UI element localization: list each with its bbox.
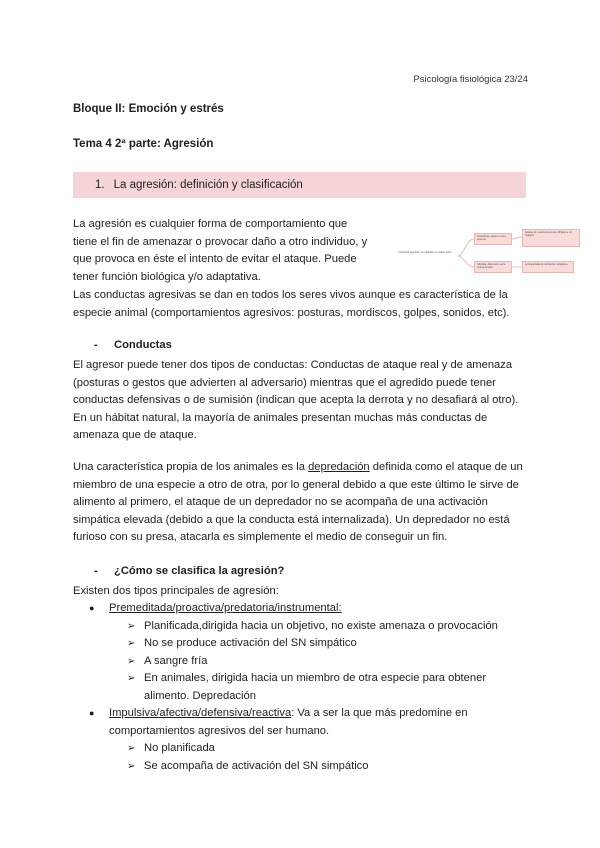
page-header: Psicología fisiológica 23/24: [413, 74, 528, 85]
depredacion-paragraph: [73, 459, 528, 547]
block-title: Bloque II: Emoción y estrés: [73, 103, 224, 115]
point-text: A sangre fría: [144, 654, 208, 667]
definition-paragraph: La agresión es cualquier forma de comportamiento que tiene el fin de amenazar o provocar daño a otro individuo, y que provoca en éste el intento de evitar el ataque. Puede tener función biológica y/o adaptativa.: [73, 218, 368, 283]
point-item: [89, 670, 529, 705]
arrow-icon: ➢: [127, 673, 136, 684]
arrow-icon: ➢: [127, 620, 136, 632]
point-item: [89, 758, 529, 776]
type-description: : Va a ser la que más predomine en comportamientos agresivos del ser humano.: [109, 707, 468, 737]
diagram-branch-affective: Afectiva: defensiva, ante una amenaza: [474, 261, 512, 273]
type-name: Premeditada/proactiva/predatoria/instrumental:: [109, 602, 342, 614]
arrow-icon: ➢: [127, 760, 136, 772]
point-text: Planificada,dirigida hacia un objetivo, no existe amenaza o provocación: [144, 619, 498, 632]
types-intro: Existen dos tipos principales de agresión:: [73, 585, 279, 597]
diagram-root-node: Conducta agresiva: se clasifica en varias tipos: [396, 250, 458, 262]
point-text: Se acompaña de activación del SN simpático: [144, 759, 369, 772]
bullet-dot: ●: [89, 603, 95, 613]
subheading-conductas: [94, 339, 172, 351]
diagram-leaf-affective: acompañada de activación simpática: [522, 261, 574, 273]
point-text: No se produce activación del SN simpático: [144, 637, 357, 649]
arrow-icon: ➢: [127, 655, 136, 667]
subheading-dash: -: [94, 339, 98, 351]
species-paragraph: Las conductas agresivas se dan en todos los seres vivos aunque es característica de la especie animal (comportamientos agresivos: posturas, mordiscos, golpes, sonidos, etc).: [73, 289, 510, 319]
section-heading: [73, 172, 526, 198]
topic-title: Tema 4 2ª parte: Agresión: [73, 138, 214, 150]
arrow-icon: ➢: [127, 743, 136, 754]
section-title: La agresión: definición y clasificación: [113, 179, 303, 191]
point-item: [89, 635, 529, 653]
diagram-branch-predatory: Predatoria: ataque a otra especie: [474, 233, 512, 245]
depredacion-text-after: definida como el ataque de un miembro de una especie a otro de otra, por lo general debido a que este último le sirve de alimento al primero, el ataque de un depredador no se acompaña de una activación simpática elevada (debido a que la conducta está internalizada). Un depredador no está furioso con su presa, atacarla es simplemente el medio de conseguir un fin.: [73, 461, 523, 544]
depredacion-term: depredación: [308, 461, 370, 473]
diagram-leaf-predatory: ataque sin amenaza previa, dirigido a un objetivo: [522, 229, 580, 247]
conductas-paragraph: El agresor puede tener dos tipos de conductas: Conductas de ataque real y de amenaza (posturas o gestos que advierten al adversario) mientras que el agredido puede tener conductas defensivas o de sumisión (indican que acepta la derrota y no desafiará al otro). En un hábitat natural, la mayoría de animales presentan muchas más conductas de amenaza que de ataque.: [73, 359, 519, 442]
section-number: 1.: [95, 179, 105, 191]
aggression-types-list: [89, 600, 529, 775]
depredacion-text-before: Una característica propia de los animales es la: [73, 461, 309, 473]
point-text-continued: alimento. Depredación: [144, 689, 256, 702]
arrow-icon: ➢: [127, 638, 136, 649]
point-item: [89, 740, 529, 758]
type-name: Impulsiva/afectiva/defensiva/reactiva: [109, 707, 292, 719]
point-item: [89, 653, 529, 671]
point-text: No planificada: [144, 742, 215, 754]
point-text: En animales, dirigida hacia un miembro de otra especie para obtener: [144, 672, 487, 684]
subheading-text: Conductas: [114, 339, 172, 351]
point-item: [89, 618, 529, 636]
subheading-clasificacion: [94, 565, 284, 577]
type-item-impulsiva: [89, 705, 529, 740]
bullet-dot: ●: [89, 708, 95, 718]
type-item-premeditada: [89, 600, 529, 618]
aggression-diagram: [396, 229, 582, 277]
subheading-text: ¿Cómo se clasifica la agresión?: [114, 565, 285, 577]
subheading-dash: -: [94, 565, 98, 577]
